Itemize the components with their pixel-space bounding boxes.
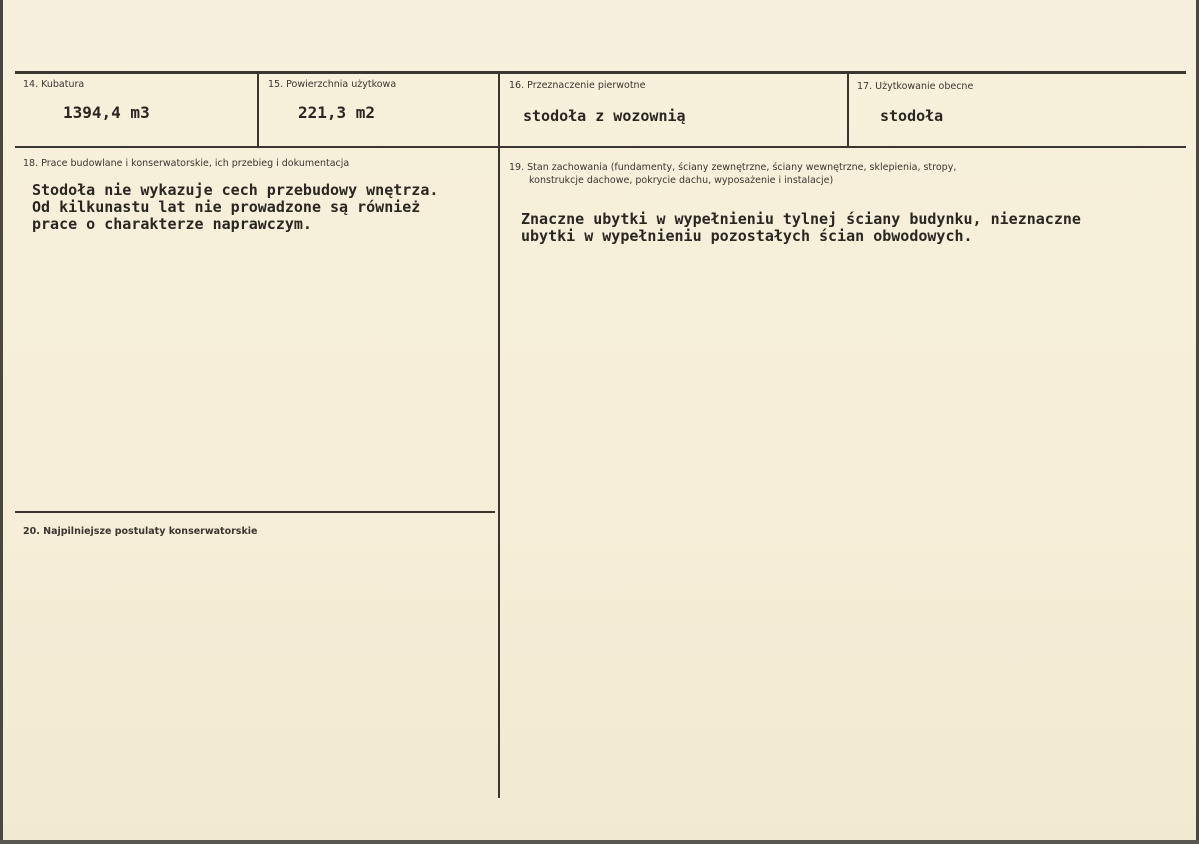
field-19-label-line-2: konstrukcje dachowe, pokrycie dachu, wyposażenie i instalacje): [529, 175, 834, 186]
field-19-line-2: ubytki w wypełnieniu pozostałych ścian obwodowych.: [521, 227, 973, 245]
top-rule: [15, 71, 1186, 74]
field-15-value: 221,3 m2: [298, 103, 376, 122]
divider-14-15: [257, 71, 259, 148]
scan-edge-left: [0, 0, 3, 844]
field-15-label: 15. Powierzchnia użytkowa: [268, 79, 397, 90]
divider-16: [498, 71, 500, 798]
row-divider-rule: [15, 146, 1186, 148]
field-14-value: 1394,4 m3: [63, 103, 150, 122]
field-18-label: 18. Prace budowlane i konserwatorskie, ich przebieg i dokumentacja: [23, 158, 350, 169]
field-18-line-1: Stodoła nie wykazuje cech przebudowy wnętrza.: [32, 181, 439, 199]
field-20-label: 20. Najpilniejsze postulaty konserwatorskie: [23, 526, 258, 537]
field-18-line-3: prace o charakterze naprawczym.: [32, 215, 312, 233]
field-18-line-2: Od kilkunastu lat nie prowadzone są również: [32, 198, 421, 216]
divider-17: [847, 71, 849, 148]
field-17-label: 17. Użytkowanie obecne: [857, 81, 974, 92]
field-19-line-1: Znaczne ubytki w wypełnieniu tylnej ściany budynku, nieznaczne: [521, 210, 1081, 228]
field-16-value: stodoła z wozownią: [523, 107, 686, 125]
scan-edge-bottom: [0, 840, 1199, 844]
section-20-rule: [15, 511, 495, 513]
field-17-value: stodoła: [880, 107, 944, 125]
field-16-label: 16. Przeznaczenie pierwotne: [509, 80, 646, 91]
field-19-label-line-1: 19. Stan zachowania (fundamenty, ściany zewnętrzne, ściany wewnętrzne, sklepienia, stropy,: [509, 162, 957, 173]
field-14-label: 14. Kubatura: [23, 79, 85, 90]
